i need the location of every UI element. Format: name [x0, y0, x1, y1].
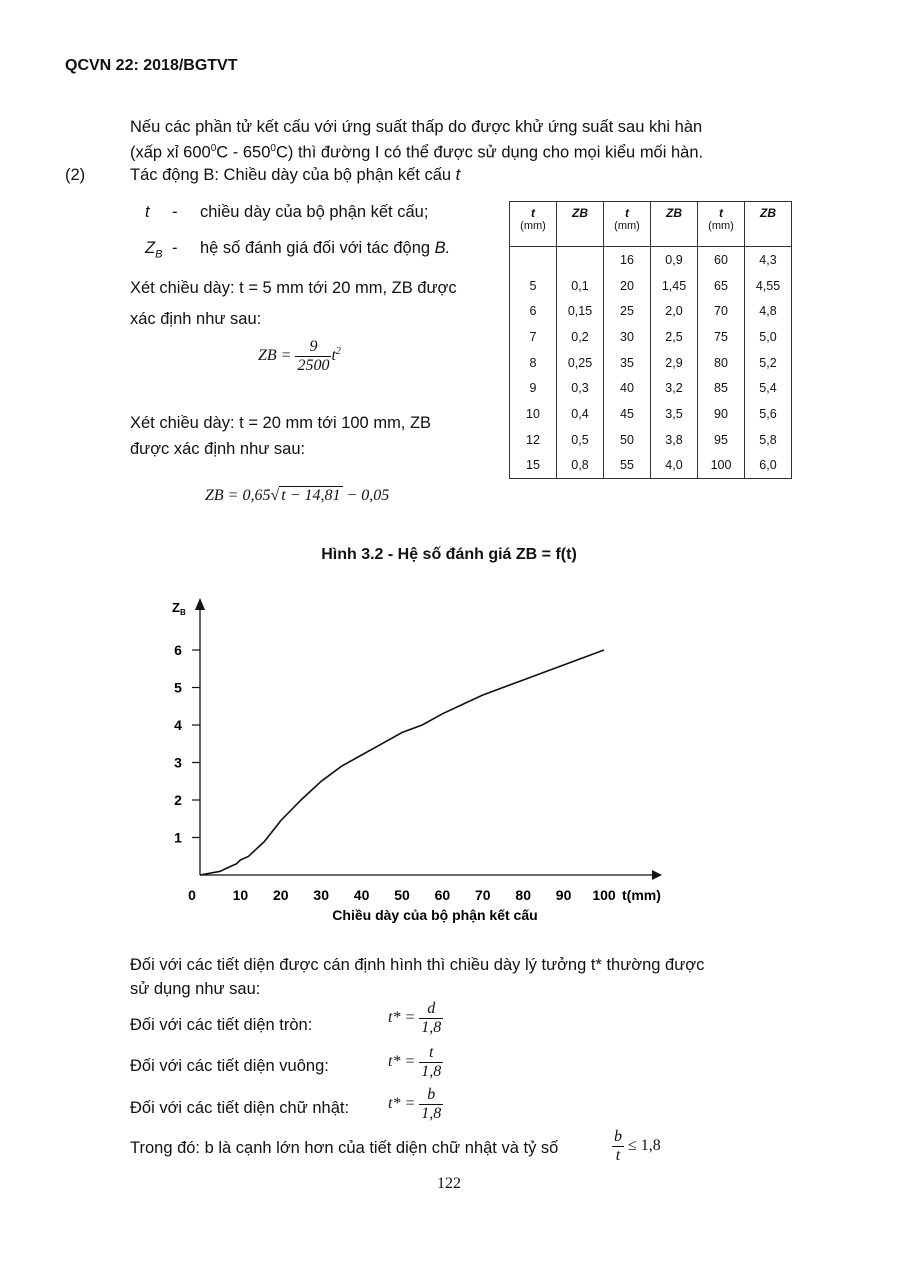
table-cell [510, 247, 557, 273]
table-cell: 5,6 [745, 401, 792, 427]
table-row [510, 375, 792, 401]
x-tick-label: 40 [353, 887, 370, 903]
table-cell: 4,0 [651, 453, 698, 479]
def-zb-text: hệ số đánh giá đối với tác động B. [200, 239, 451, 257]
x-tick-label: 10 [232, 887, 249, 903]
table-cell: 0,8 [557, 453, 604, 479]
zb-table-header-cell: t (mm) [698, 202, 745, 247]
table-cell: 5,4 [745, 375, 792, 401]
zb-table-header-cell: ZB [745, 202, 792, 247]
table-cell: 0,3 [557, 375, 604, 401]
table-cell [557, 247, 604, 273]
table-row [510, 401, 792, 427]
table-cell: 0,15 [557, 298, 604, 324]
table-cell: 12 [510, 427, 557, 453]
table-cell: 16 [604, 247, 651, 273]
def-t-symbol: t [145, 203, 150, 221]
table-cell: 5,0 [745, 324, 792, 350]
table-cell: 30 [604, 324, 651, 350]
table-cell: 0,1 [557, 273, 604, 299]
table-cell: 10 [510, 401, 557, 427]
table-row [510, 453, 792, 479]
x-tick-label: 20 [273, 887, 289, 903]
case1-line-1: Xét chiều dày: t = 5 mm tới 20 mm, ZB được [130, 279, 457, 297]
table-cell: 40 [604, 375, 651, 401]
table-cell: 3,8 [651, 427, 698, 453]
y-tick-label: 4 [174, 717, 182, 733]
table-cell: 2,5 [651, 324, 698, 350]
table-cell: 75 [698, 324, 745, 350]
x-tick-label: 0 [188, 887, 196, 903]
table-cell: 7 [510, 324, 557, 350]
def-t-dash: - [172, 203, 178, 221]
table-cell: 85 [698, 375, 745, 401]
table-cell: 0,4 [557, 401, 604, 427]
case2-text [130, 410, 431, 462]
def-t-text: chiều dày của bộ phận kết cấu; [200, 203, 429, 221]
table-cell: 5,8 [745, 427, 792, 453]
x-tick-label: 70 [475, 887, 491, 903]
square-label: Đối với các tiết diện vuông: [130, 1057, 329, 1075]
zb-table [509, 201, 792, 479]
profiles-intro-line-2: sử dụng như sau: [130, 980, 261, 998]
round-label: Đối với các tiết diện tròn: [130, 1016, 313, 1034]
table-cell: 15 [510, 453, 557, 479]
table-cell: 55 [604, 453, 651, 479]
table-cell: 60 [698, 247, 745, 273]
profiles-intro-line-1: Đối với các tiết diện được cán định hình thì chiều dày lý tưởng t* thường được [130, 956, 705, 974]
intro-paragraph [130, 116, 703, 164]
table-cell: 6 [510, 298, 557, 324]
x-tick-label: 30 [313, 887, 329, 903]
table-cell: 0,5 [557, 427, 604, 453]
document-header: QCVN 22: 2018/BGTVT [65, 57, 238, 74]
zb-table-header-cell: t (mm) [510, 202, 557, 247]
def-zb-dash: - [172, 239, 178, 257]
square-formula: t* = $\frac{t}{1,8}$ [388, 1044, 442, 1080]
zb-chart [150, 590, 690, 935]
table-cell: 9 [510, 375, 557, 401]
case1-line-2: xác định như sau: [130, 310, 262, 328]
x-tick-label: 100 [592, 887, 616, 903]
table-cell: 6,0 [745, 453, 792, 479]
x-tick-label: 60 [434, 887, 451, 903]
y-tick-label: 1 [174, 829, 182, 846]
formula-1: ZB = $\frac{9}{2500}$ $t^2$ [258, 338, 341, 374]
table-cell: 0,2 [557, 324, 604, 350]
table-cell: 100 [698, 453, 745, 479]
table-cell: 5 [510, 273, 557, 299]
item-title: Tác động B: Chiều dày của bộ phận kết cấu t [130, 166, 461, 184]
table-cell: 2,0 [651, 298, 698, 324]
table-cell: 70 [698, 298, 745, 324]
table-row [510, 247, 792, 273]
table-cell: 95 [698, 427, 745, 453]
table-cell: 65 [698, 273, 745, 299]
profiles-intro [130, 953, 810, 1001]
table-cell: 0,9 [651, 247, 698, 273]
table-cell: 90 [698, 401, 745, 427]
table-cell: 4,3 [745, 247, 792, 273]
table-cell: 35 [604, 350, 651, 376]
table-row [510, 350, 792, 376]
table-cell: 1,45 [651, 273, 698, 299]
table-cell: 45 [604, 401, 651, 427]
table-cell: 3,5 [651, 401, 698, 427]
rect-label: Đối với các tiết diện chữ nhật: [130, 1099, 350, 1117]
x-axis-arrow [652, 870, 662, 880]
y-axis-arrow [195, 598, 205, 610]
x-tick-label: 80 [515, 887, 531, 903]
y-tick-label: 5 [174, 679, 182, 696]
table-cell: 80 [698, 350, 745, 376]
where-text: Trong đó: b là cạnh lớn hơn của tiết diện chữ nhật và tỷ số [130, 1139, 559, 1157]
table-cell: 5,2 [745, 350, 792, 376]
round-formula: t* = $\frac{d}{1,8}$ [388, 1000, 442, 1036]
zb-table-header-cell: ZB [557, 202, 604, 247]
def-zb-symbol: $Z_B$ [145, 239, 163, 261]
y-axis-label: $Z_B$ [172, 600, 186, 617]
y-tick-label: 3 [174, 754, 182, 771]
case2-line-1: Xét chiều dày: t = 20 mm tới 100 mm, ZB [130, 414, 432, 432]
formula-2: ZB = 0,65√ t − 14,81 − 0,05 [205, 487, 390, 504]
zb-curve [200, 650, 604, 875]
table-row [510, 324, 792, 350]
table-cell: 3,2 [651, 375, 698, 401]
case1-text [130, 275, 490, 332]
table-row [510, 427, 792, 453]
case2-line-2: được xác định như sau: [130, 440, 306, 458]
table-cell: 8 [510, 350, 557, 376]
intro-line-1: Nếu các phần tử kết cấu với ứng suất thấp do được khử ứng suất sau khi hàn [130, 118, 703, 136]
page-number: 122 [437, 1175, 461, 1192]
x-axis-label: Chiều dày của bộ phận kết cấu [332, 907, 538, 923]
table-cell: 50 [604, 427, 651, 453]
figure-title: Hình 3.2 - Hệ số đánh giá ZB = f(t) [321, 546, 577, 563]
ratio-formula: $\frac{b}{t}$ ≤ 1,8 [614, 1128, 661, 1164]
item-number: (2) [65, 166, 86, 184]
x-tick-label: 50 [394, 887, 410, 903]
y-tick-label: 2 [174, 792, 182, 808]
table-cell: 4,8 [745, 298, 792, 324]
zb-table-header-cell: ZB [651, 202, 698, 247]
zb-table-body [510, 247, 792, 479]
table-row [510, 273, 792, 299]
x-tick-label: 90 [555, 887, 572, 903]
table-cell: 0,25 [557, 350, 604, 376]
zb-table-header-cell: t (mm) [604, 202, 651, 247]
y-tick-label: 6 [174, 642, 182, 658]
intro-line-2: (xấp xỉ $600^0C - 650^0C$) thì đường I có thể được sử dụng cho mọi kiểu mối hàn. [130, 143, 704, 162]
table-cell: 4,55 [745, 273, 792, 299]
table-row [510, 298, 792, 324]
table-cell: 20 [604, 273, 651, 299]
rect-formula: t* = $\frac{b}{1,8}$ [388, 1086, 442, 1122]
table-cell: 2,9 [651, 350, 698, 376]
x-unit-label: t(mm) [622, 887, 661, 903]
table-cell: 25 [604, 298, 651, 324]
zb-table-header-row [510, 202, 792, 247]
